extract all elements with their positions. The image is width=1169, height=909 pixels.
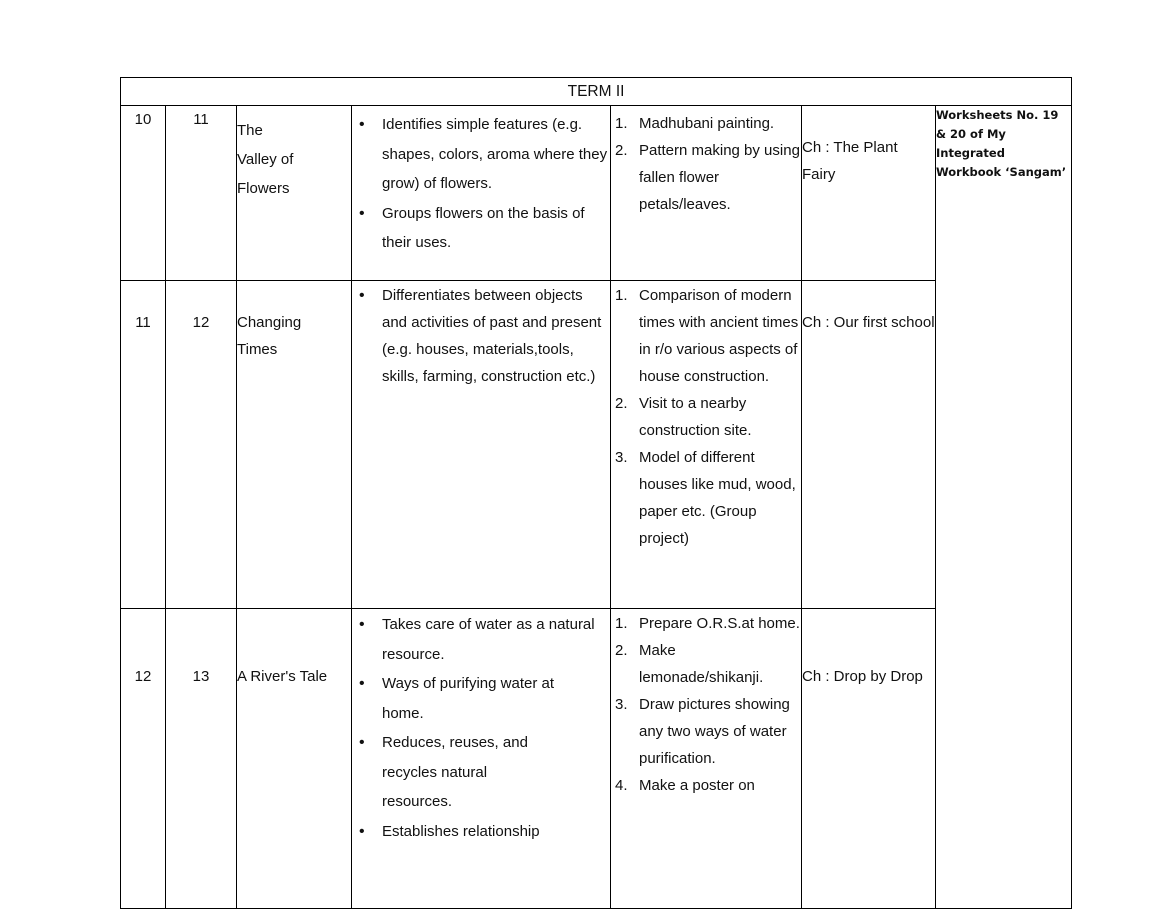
topic-line: The <box>237 122 263 139</box>
learning-outcomes-cell <box>352 281 611 609</box>
outcome-item: • Establishes relationship <box>382 817 610 847</box>
activity-number: 2. <box>615 395 628 412</box>
worksheet-note-cell: Worksheets No. 19 & 20 of My Integrated Workbook ‘Sangam’ <box>936 106 1072 909</box>
activity-item <box>615 390 801 444</box>
topic-cell <box>237 609 352 909</box>
term-heading: TERM II <box>121 78 1072 106</box>
topic-line: Flowers <box>237 180 290 197</box>
activity-item <box>615 137 801 218</box>
week-cell: 11 <box>166 106 237 281</box>
outcome-item: • Differentiates between objects and activities of past and present (e.g. houses, materials,tools, skills, farming, construction etc.) <box>382 282 610 390</box>
activity-item <box>615 444 801 552</box>
activity-number: 4. <box>615 777 628 794</box>
activity-item <box>615 610 801 637</box>
activity-number: 1. <box>615 287 628 304</box>
week-cell: 12 <box>166 281 237 609</box>
outcome-item: • Identifies simple features (e.g. shapes, colors, aroma where they grow) of flowers. <box>382 110 610 199</box>
activity-text: Draw pictures showing any two ways of water purification. <box>639 696 790 767</box>
syllabus-table <box>120 77 1072 909</box>
topic-line: Changing <box>237 314 302 331</box>
chapter-cell: Ch : Our first school <box>802 281 936 609</box>
activity-text: Madhubani painting. <box>639 115 775 132</box>
topic-cell <box>237 106 352 281</box>
activity-number: 1. <box>615 115 628 132</box>
week-cell: 13 <box>166 609 237 909</box>
activities-cell <box>611 106 802 281</box>
activity-item <box>615 110 801 137</box>
table-row <box>121 609 1072 909</box>
outcome-item: • Groups flowers on the basis of their uses. <box>382 199 610 258</box>
activity-text: Make lemonade/shikanji. <box>639 642 764 686</box>
outcome-item: • Takes care of water as a natural resource. <box>382 610 610 669</box>
activity-number: 1. <box>615 615 628 632</box>
activity-text: Visit to a nearby construction site. <box>639 395 752 439</box>
learning-outcomes-cell <box>352 106 611 281</box>
topic-cell <box>237 281 352 609</box>
outcome-item: • Reduces, reuses, and recycles natural resources. <box>382 728 610 817</box>
topic-line: A River's Tale <box>237 668 328 685</box>
activity-item <box>615 637 801 691</box>
topic-line: Times <box>237 341 278 358</box>
activity-number: 3. <box>615 449 628 466</box>
outcome-item: • Ways of purifying water at home. <box>382 669 610 728</box>
activity-text: Comparison of modern times with ancient times in r/o various aspects of house construction. <box>639 287 799 385</box>
chapter-cell: Ch : Drop by Drop <box>802 609 936 909</box>
chapter-cell: Ch : The Plant Fairy <box>802 106 936 281</box>
activity-number: 2. <box>615 642 628 659</box>
activity-item <box>615 282 801 390</box>
activity-text: Pattern making by using fallen flower petals/leaves. <box>639 142 800 213</box>
activity-number: 2. <box>615 142 628 159</box>
activity-text: Model of different houses like mud, wood, paper etc. (Group project) <box>639 449 796 547</box>
activity-text: Prepare O.R.S.at home. <box>639 615 800 632</box>
activities-cell <box>611 281 802 609</box>
month-cell: 10 <box>121 106 166 281</box>
learning-outcomes-cell <box>352 609 611 909</box>
topic-line: Valley of <box>237 151 294 168</box>
table-row <box>121 106 1072 281</box>
activity-item <box>615 691 801 772</box>
table-row <box>121 281 1072 609</box>
month-cell: 11 <box>121 281 166 609</box>
activities-cell <box>611 609 802 909</box>
month-cell: 12 <box>121 609 166 909</box>
activity-item <box>615 772 801 799</box>
activity-text: Make a poster on <box>639 777 755 794</box>
activity-number: 3. <box>615 696 628 713</box>
